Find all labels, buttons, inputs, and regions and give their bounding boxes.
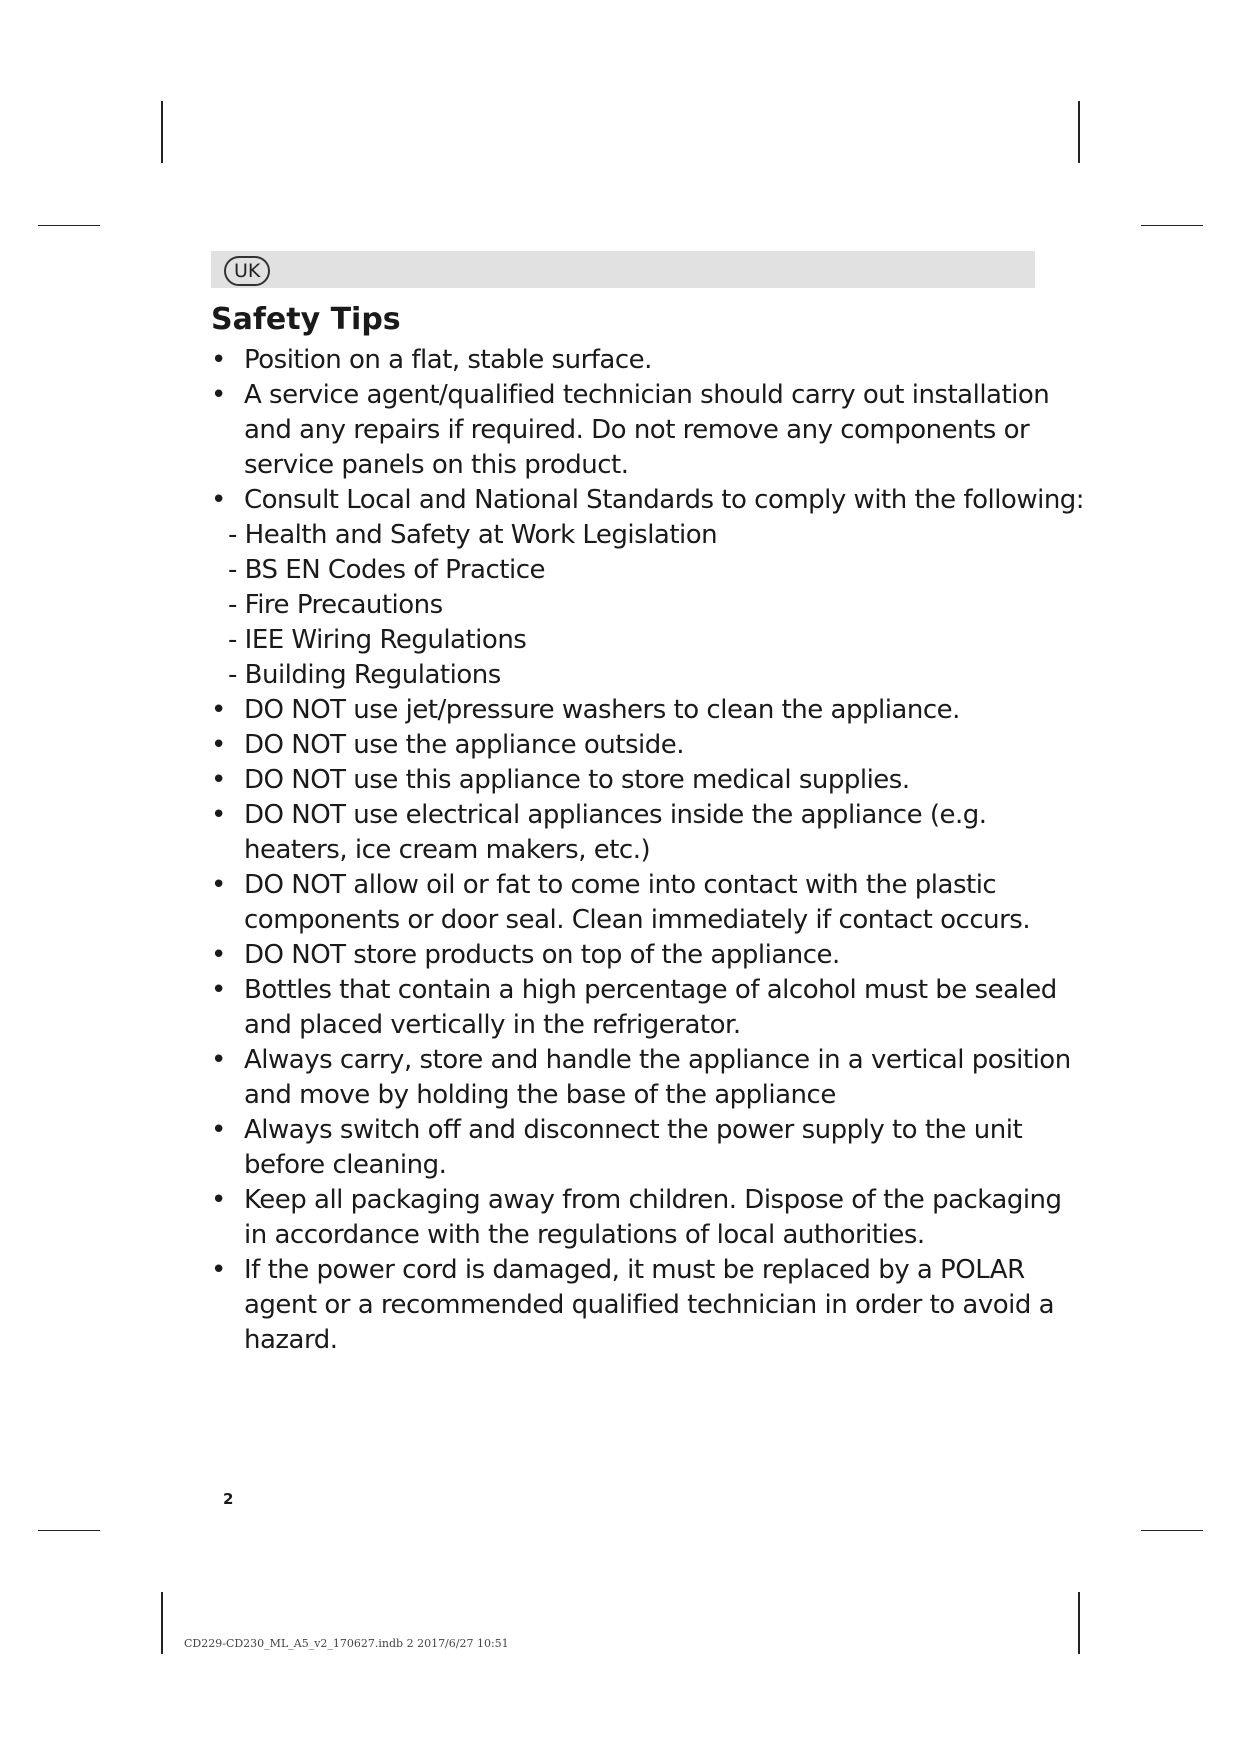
safety-tip-text: Always switch off and disconnect the power supply to the unit before cleaning. [244, 1115, 1023, 1180]
safety-tip-item [211, 973, 1091, 1043]
safety-tip-item [211, 1113, 1091, 1183]
standards-subitem: - BS EN Codes of Practice [228, 555, 545, 585]
safety-tip-item [211, 378, 1091, 483]
crop-mark-bottom-right [1078, 1592, 1080, 1654]
standards-subitem: - Building Regulations [228, 660, 501, 690]
crop-mark-bottom-left [161, 1592, 163, 1654]
safety-tip-text: DO NOT use electrical appliances inside the appliance (e.g. heaters, ice cream makers, etc.) [244, 800, 987, 865]
bullet-icon: • [211, 800, 226, 830]
bullet-icon: • [211, 485, 226, 515]
safety-tip-text: Position on a flat, stable surface. [244, 345, 652, 375]
standards-subitem: - IEE Wiring Regulations [228, 625, 527, 655]
crop-mark-right-lower [1141, 1530, 1203, 1531]
page-title: Safety Tips [211, 302, 401, 337]
crop-mark-left-upper [38, 225, 100, 226]
safety-tip-item [211, 693, 1091, 728]
bullet-icon: • [211, 380, 226, 410]
bullet-icon: • [211, 345, 226, 375]
safety-tips-list [211, 343, 1091, 1358]
safety-tip-item [211, 763, 1091, 798]
standards-sublist [211, 518, 1091, 693]
safety-tip-text: Bottles that contain a high percentage of alcohol must be sealed and placed vertically in the refrigerator. [244, 975, 1057, 1040]
bullet-icon: • [211, 1045, 226, 1075]
safety-tip-item [211, 1043, 1091, 1113]
page-number: 2 [223, 1490, 234, 1508]
bullet-icon: • [211, 1115, 226, 1145]
safety-tip-item [211, 1253, 1091, 1358]
safety-tip-item [211, 938, 1091, 973]
bullet-icon: • [211, 765, 226, 795]
safety-tip-item [211, 483, 1091, 693]
safety-tip-text: Keep all packaging away from children. Dispose of the packaging in accordance with the regulations of local authorities. [244, 1185, 1062, 1250]
bullet-icon: • [211, 730, 226, 760]
safety-tip-text: If the power cord is damaged, it must be replaced by a POLAR agent or a recommended qualified technician in order to avoid a hazard. [244, 1255, 1055, 1355]
safety-tip-item [211, 798, 1091, 868]
safety-tip-text: A service agent/qualified technician should carry out installation and any repairs if required. Do not remove any components or service panels on this product. [244, 380, 1050, 480]
safety-tip-text: DO NOT use this appliance to store medical supplies. [244, 765, 910, 795]
safety-tip-text: DO NOT use the appliance outside. [244, 730, 684, 760]
safety-tip-text: Always carry, store and handle the appliance in a vertical position and move by holding the base of the appliance [244, 1045, 1071, 1110]
language-header-bar [211, 251, 1035, 288]
bullet-icon: • [211, 975, 226, 1005]
safety-tip-item [211, 868, 1091, 938]
print-slug: CD229-CD230_ML_A5_v2_170627.indb 2 2017/6/27 10:51 [184, 1637, 509, 1650]
bullet-icon: • [211, 695, 226, 725]
bullet-icon: • [211, 940, 226, 970]
crop-mark-left-lower [38, 1530, 100, 1531]
safety-tip-text: DO NOT allow oil or fat to come into contact with the plastic components or door seal. Clean immediately if contact occurs. [244, 870, 1031, 935]
safety-tip-item [211, 343, 1091, 378]
safety-tip-text: DO NOT store products on top of the appliance. [244, 940, 840, 970]
bullet-icon: • [211, 1185, 226, 1215]
safety-tip-item [211, 728, 1091, 763]
standards-subitem: - Fire Precautions [228, 590, 443, 620]
language-badge: UK [224, 256, 270, 286]
crop-mark-top-right [1078, 101, 1080, 163]
crop-mark-top-left [161, 101, 163, 163]
crop-mark-right-upper [1141, 225, 1203, 226]
safety-tip-text: Consult Local and National Standards to comply with the following: [244, 485, 1085, 515]
bullet-icon: • [211, 1255, 226, 1285]
safety-tip-item [211, 1183, 1091, 1253]
safety-tip-text: DO NOT use jet/pressure washers to clean the appliance. [244, 695, 960, 725]
bullet-icon: • [211, 870, 226, 900]
standards-subitem: - Health and Safety at Work Legislation [228, 520, 718, 550]
